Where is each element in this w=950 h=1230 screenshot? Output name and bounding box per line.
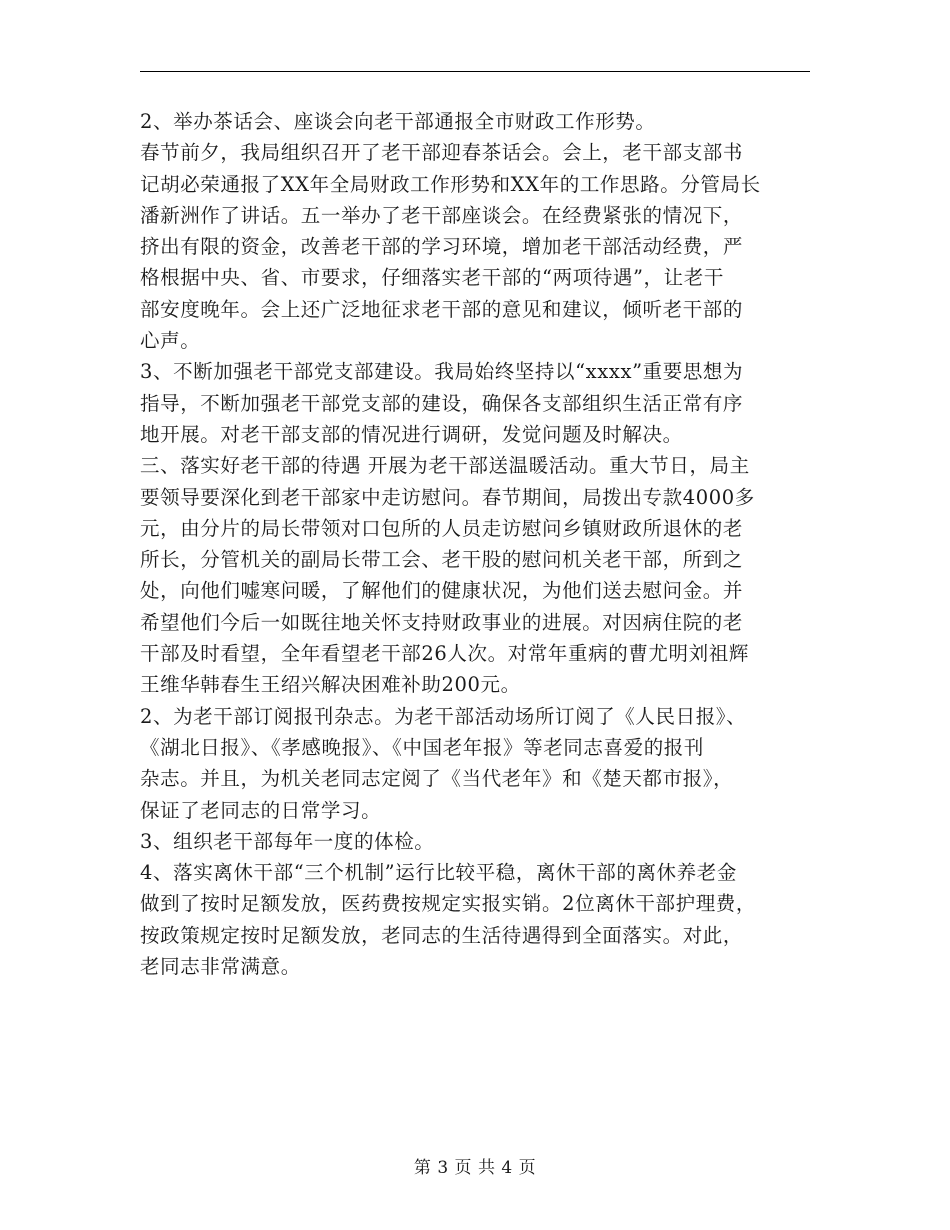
text-line: 挤出有限的资金，改善老干部的学习环境，增加老干部活动经费，严 [140,235,744,259]
document-body [140,106,812,982]
text-line: 指导，不断加强老干部党支部的建设，确保各支部组织生活正常有序 [140,391,744,415]
text-line: 所长，分管机关的副局长带工会、老干股的慰问机关老干部，所到之 [140,548,744,572]
text-line: 王维华韩春生王绍兴解决困难补助200元。 [140,673,521,697]
text-line: 保证了老同志的日常学习。 [140,798,382,822]
text-line: 三、落实好老干部的待遇 开展为老干部送温暖活动。重大节日，局主 [140,454,750,478]
text-line: 按政策规定按时足额发放，老同志的生活待遇得到全面落实。对此， [140,923,744,947]
text-line: 记胡必荣通报了XX年全局财政工作形势和XX年的工作思路。分管局长 [140,172,761,196]
text-line: 格根据中央、省、市要求，仔细落实老干部的“两项待遇”，让老干 [140,266,724,290]
text-line: 2、为老干部订阅报刊杂志。为老干部活动场所订阅了《人民日报》、 [140,704,747,728]
text-line: 《湖北日报》、《孝感晚报》、《中国老年报》等老同志喜爱的报刊 [140,735,705,759]
text-line: 3、不断加强老干部党支部建设。我局始终坚持以“xxxx”重要思想为 [140,360,744,384]
text-line: 干部及时看望，全年看望老干部26人次。对常年重病的曹尤明刘祖辉 [140,642,749,666]
text-line: 2、举办茶话会、座谈会向老干部通报全市财政工作形势。 [140,110,656,133]
page-number-footer: 第 3 页 共 4 页 [413,1158,537,1178]
text-line: 杂志。并且，为机关老同志定阅了《当代老年》和《楚天都市报》， [140,767,734,791]
text-line: 处，向他们嘘寒问暖，了解他们的健康状况，为他们送去慰问金。并 [140,579,744,603]
header-rule [140,71,810,72]
text-line: 部安度晚年。会上还广泛地征求老干部的意见和建议，倾听老干部的 [140,297,744,321]
text-line: 心声。 [140,329,201,353]
text-line: 地开展。对老干部支部的情况进行调研，发觉问题及时解决。 [140,422,683,446]
text-line: 春节前夕，我局组织召开了老干部迎春茶话会。会上，老干部支部书 [140,141,744,165]
text-line: 老同志非常满意。 [140,955,301,979]
text-line: 希望他们今后一如既往地关怀支持财政事业的进展。对因病住院的老 [140,610,744,634]
text-line: 要领导要深化到老干部家中走访慰问。春节期间，局拨出专款4000多 [140,485,755,509]
text-line: 做到了按时足额发放，医药费按规定实报实销。2位离休干部护理费， [140,892,757,916]
text-line: 潘新洲作了讲话。五一举办了老干部座谈会。在经费紧张的情况下， [140,203,744,227]
text-line: 元，由分片的局长带领对口包所的人员走访慰问乡镇财政所退休的老 [140,516,744,540]
text-line: 3、组织老干部每年一度的体检。 [140,829,435,853]
text-line: 4、落实离休干部“三个机制”运行比较平稳，离休干部的离休养老金 [140,861,737,885]
